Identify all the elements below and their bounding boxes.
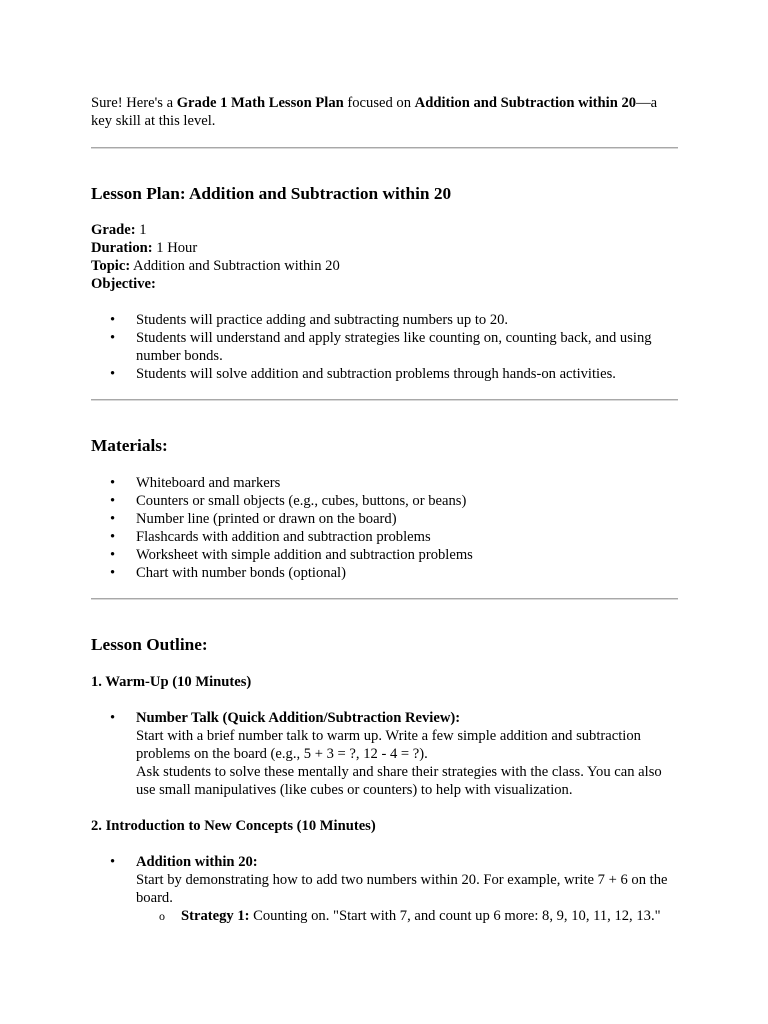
lesson-meta xyxy=(91,221,681,293)
list-item xyxy=(91,853,681,925)
meta-duration: Duration: 1 Hour xyxy=(91,240,198,256)
outline-heading: Lesson Outline: xyxy=(91,635,208,654)
divider xyxy=(91,147,678,149)
warmup-heading: 1. Warm-Up (10 Minutes) xyxy=(91,674,252,690)
meta-grade: Grade: 1 xyxy=(91,222,147,238)
divider xyxy=(91,598,678,600)
materials-list xyxy=(91,474,681,582)
introduction-heading: 2. Introduction to New Concepts (10 Minutes) xyxy=(91,818,376,834)
warmup-item-title: Number Talk (Quick Addition/Subtraction Review): xyxy=(136,710,461,726)
strategy-list xyxy=(136,907,681,925)
materials-heading: Materials: xyxy=(91,436,168,455)
list-item: • Chart with number bonds (optional) xyxy=(91,564,681,582)
meta-topic: Topic: Addition and Subtraction within 20 xyxy=(91,258,340,274)
list-item: • Students will solve addition and subtraction problems through hands-on activities. xyxy=(91,365,681,383)
list-item xyxy=(136,907,681,925)
intro-bold-grade: Grade 1 Math Lesson Plan xyxy=(176,95,344,111)
list-item: • Number line (printed or drawn on the board) xyxy=(91,510,681,528)
objectives-list xyxy=(91,311,681,383)
strategy-label: Strategy 1: xyxy=(181,908,250,924)
intro-bold-topic: Addition and Subtraction within 20 xyxy=(414,95,637,111)
introduction-line-1: Start by demonstrating how to add two numbers within 20. For example, write 7 + 6 on the board. xyxy=(136,872,668,906)
meta-objective: Objective: xyxy=(91,276,156,292)
list-item: • Students will practice adding and subtracting numbers up to 20. xyxy=(91,311,681,329)
list-item xyxy=(91,709,681,799)
lesson-title: Lesson Plan: Addition and Subtraction within 20 xyxy=(91,184,452,203)
intro-text: Sure! Here's a xyxy=(91,95,177,111)
list-item: • Flashcards with addition and subtraction problems xyxy=(91,528,681,546)
list-item: • Students will understand and apply strategies like counting on, counting back, and using number bonds. xyxy=(91,329,681,365)
warmup-list xyxy=(91,709,681,799)
strategy-text: Counting on. "Start with 7, and count up 6 more: 8, 9, 10, 11, 12, 13." xyxy=(249,908,661,924)
warmup-line-2: Ask students to solve these mentally and share their strategies with the class. You can also use small manipulatives (like cubes or counters) to help with visualization. xyxy=(136,764,662,798)
list-item: • Worksheet with simple addition and subtraction problems xyxy=(91,546,681,564)
divider xyxy=(91,399,678,401)
list-item: • Counters or small objects (e.g., cubes, buttons, or beans) xyxy=(91,492,681,510)
introduction-item-title: Addition within 20: xyxy=(136,854,258,870)
intro-text: —a key skill at this level. xyxy=(91,95,658,129)
warmup-line-1: Start with a brief number talk to warm up. Write a few simple addition and subtraction problems on the board (e.g., 5 + 3 = ?, 12 - 4 = ?). xyxy=(136,728,641,762)
intro-paragraph xyxy=(91,94,681,130)
intro-text: focused on xyxy=(343,95,415,111)
introduction-list xyxy=(91,853,681,925)
list-item: • Whiteboard and markers xyxy=(91,474,681,492)
